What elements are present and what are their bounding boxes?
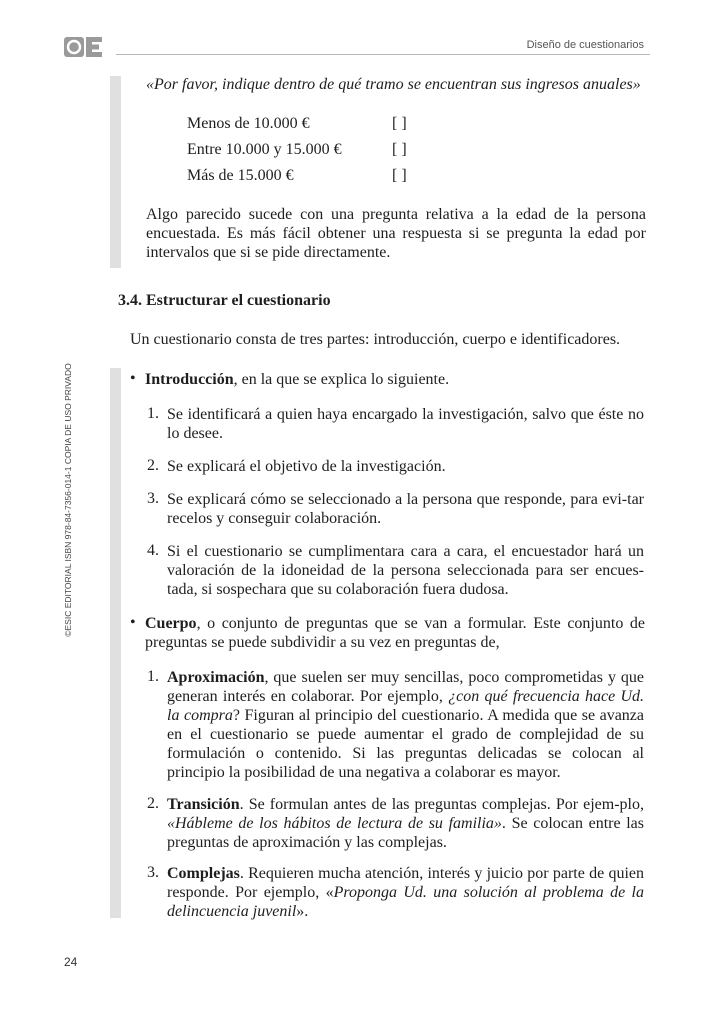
item-number: 2. [147,795,159,812]
bullet-cuerpo-text: , o conjunto de preguntas que se van a formular. Este conjunto de preguntas se puede subdividir a su vez en preguntas de, [145,615,645,651]
bullet-cuerpo [145,614,645,652]
item-text: , que suelen ser muy sencillas, poco comprometidas y que generan interés en colaborar. Por ejemplo, [167,669,644,705]
term-complejas: Complejas [167,865,240,882]
item-number: 2. [147,457,159,474]
cuerpo-item-aproximacion [167,668,644,782]
cuerpo-item-complejas [167,864,644,921]
option-label: Entre 10.000 y 15.000 € [187,141,342,158]
item-number: 1. [147,405,159,422]
option-label: Más de 15.000 € [187,167,294,184]
example-question: ¿con qué frecuencia hace Ud. la compra [167,688,645,724]
item-text: . Se colocan entre las preguntas de aproximación y las complejas. [167,815,645,851]
esic-logo [64,36,108,58]
item-text: . Se formulan antes de las preguntas complejas. Por ejem-plo, [239,796,644,813]
item-number: 3. [147,864,159,881]
bullet-dot: • [130,614,136,631]
intro-item-text: Se explicará cómo se seleccionado a la persona que responde, para evi-tar recelos y conseguir colaboración. [167,491,644,527]
item-number: 1. [147,668,159,685]
bullet-dot: • [130,370,136,387]
example-note: Algo parecido sucede con una pregunta relativa a la edad de la persona encuestada. Es más fácil obtener una respuesta si se pregunta la edad por intervalos que si se pide directamente. [146,206,646,261]
bullet-introduccion-text: , en la que se explica lo siguiente. [233,371,450,388]
option-label: Menos de 10.000 € [187,115,310,132]
section-heading: 3.4. Estructurar el cuestionario [118,292,331,309]
bullet-introduccion [145,370,645,389]
header-rule [116,54,650,55]
list-gray-bar [110,368,121,918]
option-checkbox: [ ] [392,141,407,158]
intro-item-text: Se explicará el objetivo de la investigación. [167,458,446,475]
running-title: Diseño de cuestionarios [526,39,644,51]
item-text: ». [296,903,309,920]
intro-item-text: Se identificará a quien haya encargado la investigación, salvo que éste no lo desee. [167,406,644,442]
option-checkbox: [ ] [392,115,407,132]
item-number: 3. [147,490,159,507]
example-quote: «Por favor, indique dentro de qué tramo se encuentran sus ingresos anuales» [146,76,641,93]
section-intro: Un cuestionario consta de tres partes: introducción, cuerpo e identificadores. [130,331,621,348]
term-aproximacion: Aproximación [167,669,265,686]
example-question: Proponga Ud. una solución al problema de la delincuencia juvenil [167,884,644,920]
term-introduccion: Introducción [145,371,234,388]
copyright-sidenote: ©ESIC EDITORIAL ISBN 978-84-7356-014-1 COPIA DE USO PRIVADO [63,363,73,637]
page-number: 24 [64,955,78,969]
item-number: 4. [147,542,159,559]
example-gray-bar [110,76,121,268]
example-question: «Hábleme de los hábitos de lectura de su familia» [167,815,502,832]
option-checkbox: [ ] [392,167,407,184]
item-text: . Requieren mucha atención, interés y juicio por parte de quien responde. Por ejemplo, « [167,865,644,901]
term-cuerpo: Cuerpo [145,615,197,632]
intro-item-text: Si el cuestionario se cumplimentara cara a cara, el encuestador hará un valoración de la idoneidad de la persona seleccionada para ser encues-tada, si sospechara que su colaboración fuera dudosa. [167,543,644,598]
item-text: ? Figuran al principio del cuestionario. A medida que se avanza en el cuestionario se puede aumentar el grado de complejidad de su formulación o contenido. Si las preguntas delicadas se colocan al principio la posibilidad de una negativa a colaborar es mayor. [167,707,644,781]
cuerpo-item-transicion [167,795,644,852]
term-transicion: Transición [167,796,240,813]
